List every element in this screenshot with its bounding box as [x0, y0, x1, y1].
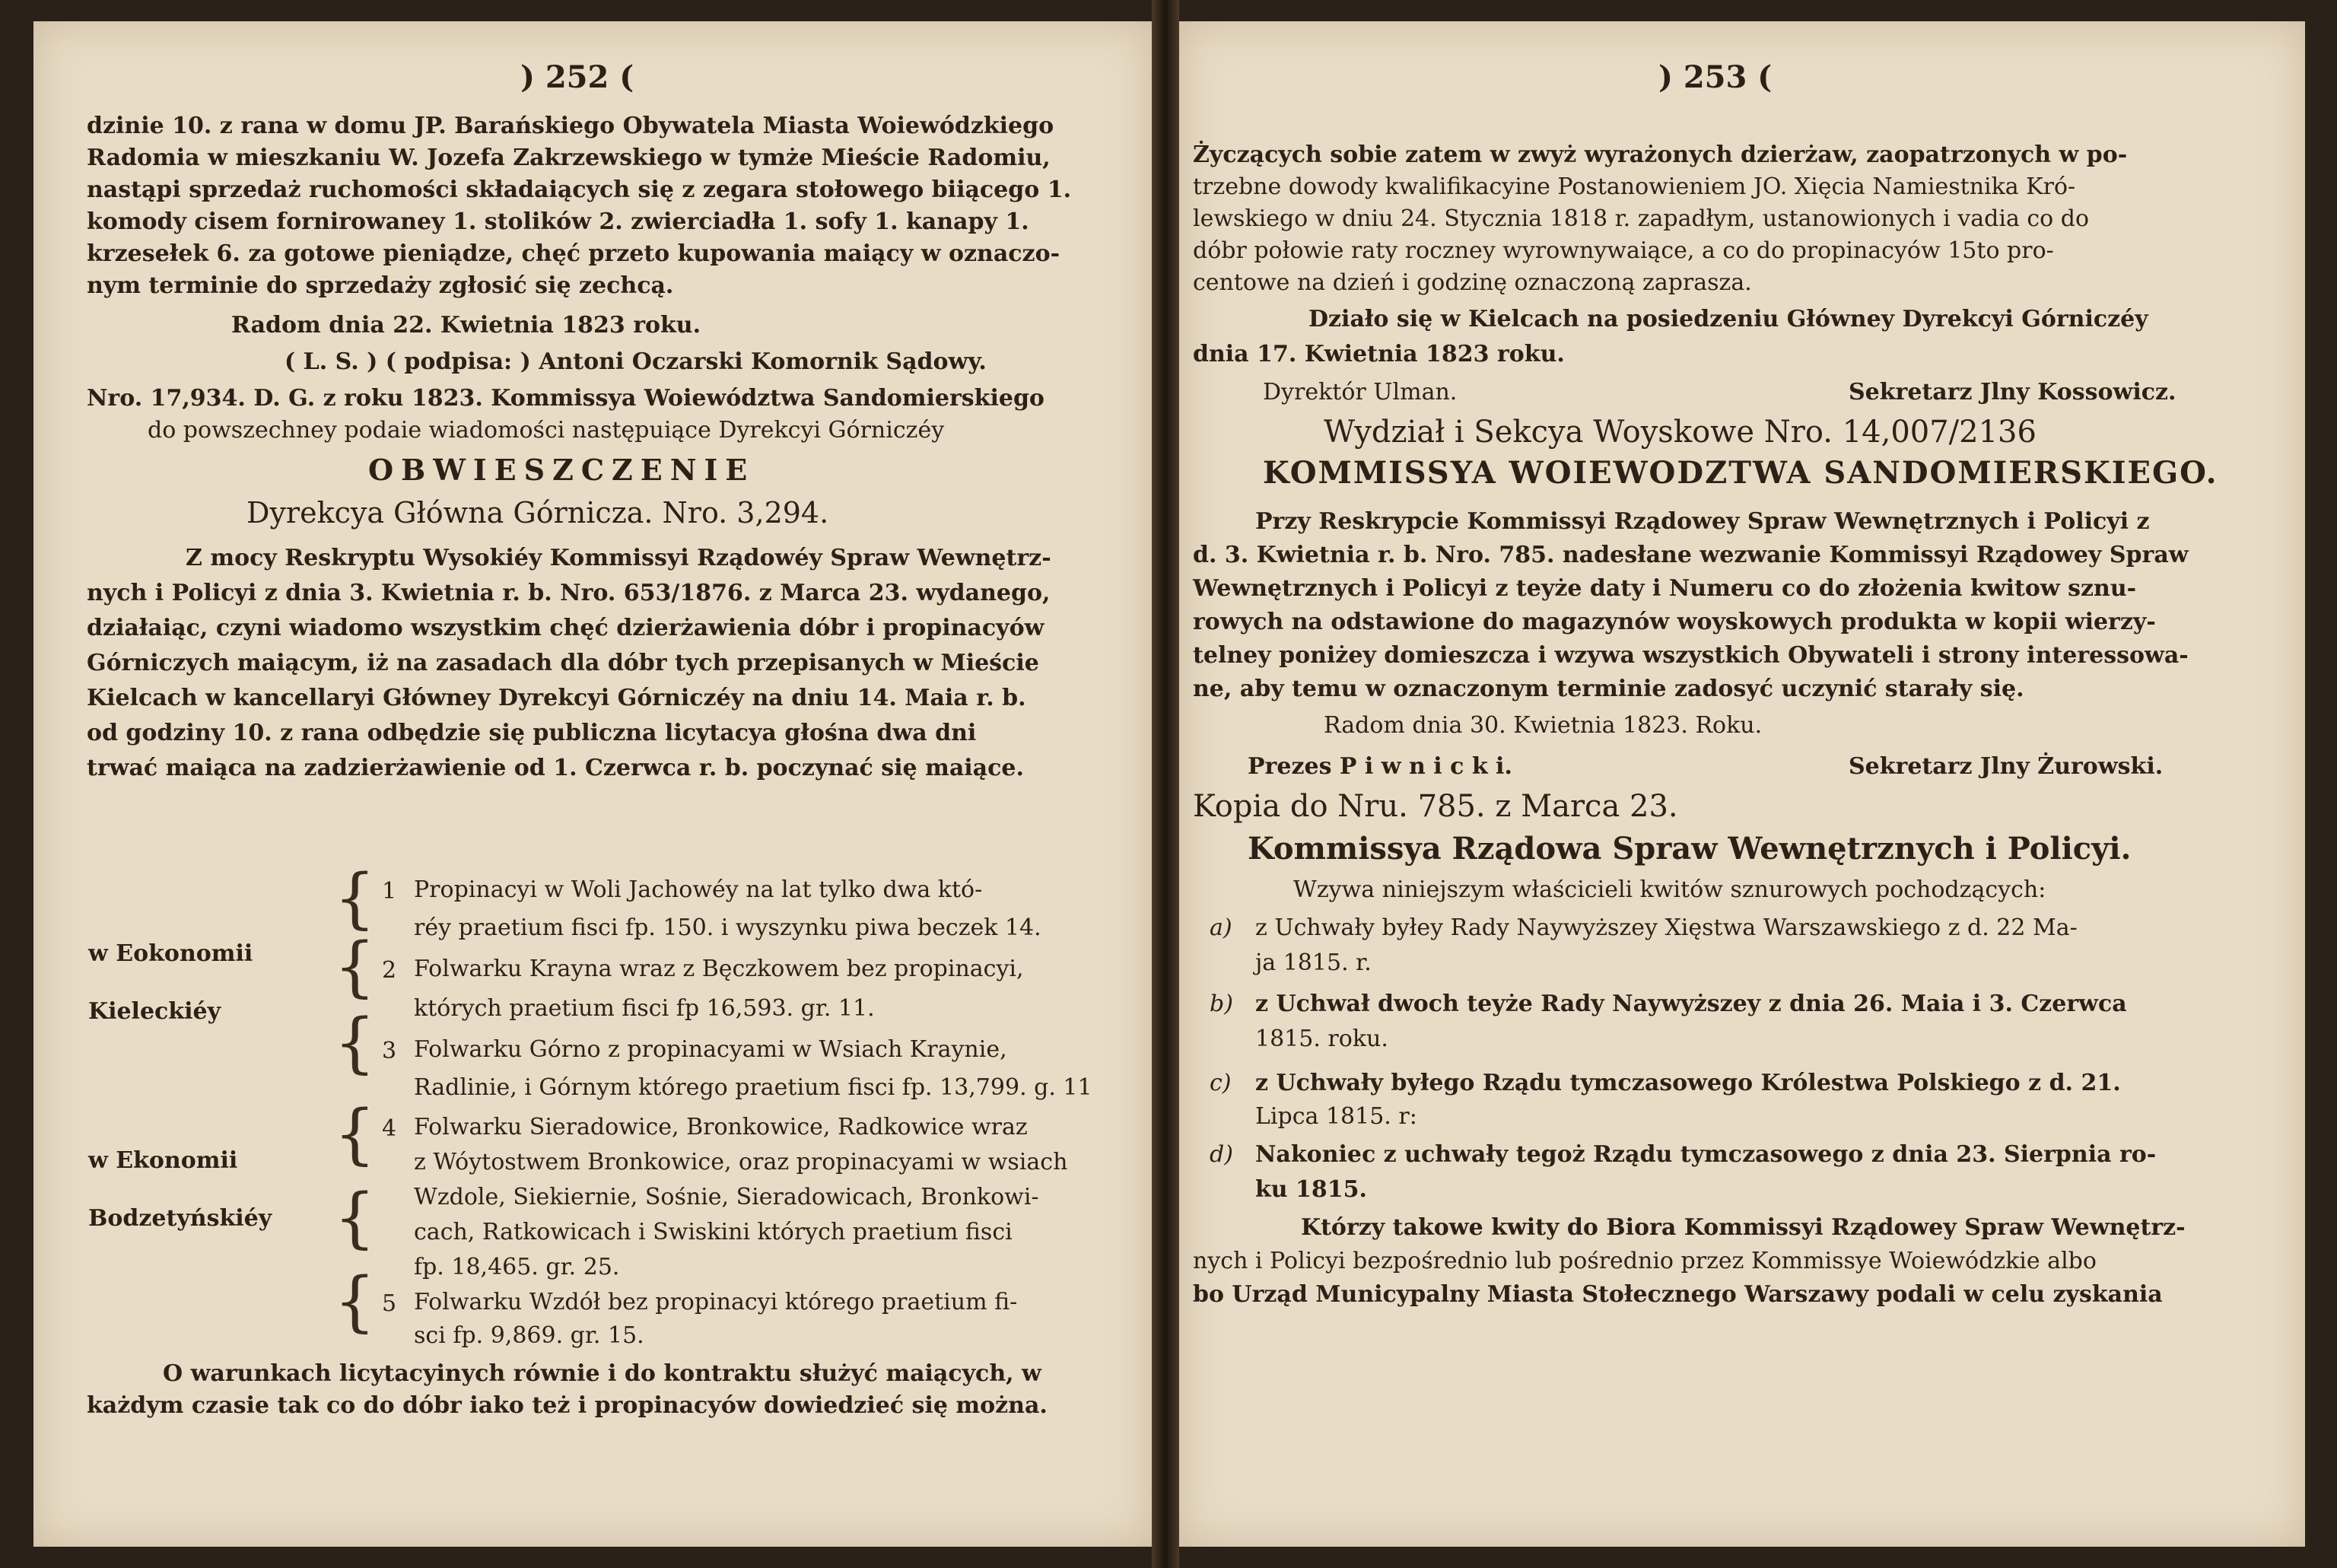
text-line: telney poniżey domieszcza i wzywa wszystkich Obywateli i strony interessowa- — [1193, 642, 2189, 669]
date-line: dnia 17. Kwietnia 1823 roku. — [1193, 341, 1565, 367]
item-line: z Uchwały byłego Rządu tymczasowego Królestwa Polskiego z d. 21. — [1255, 1070, 2121, 1096]
text-line: nych i Policyi z dnia 3. Kwietnia r. b. Nro. 653/1876. z Marca 23. wydanego, — [87, 580, 1051, 606]
text-line: Życzących sobie zatem w zwyż wyrażonych dzierżaw, zaopatrzonych w po- — [1193, 142, 2128, 168]
brace-mark: { — [334, 860, 376, 937]
text-line: trzebne dowody kwalifikacyine Postanowieniem JO. Xięcia Namiestnika Kró- — [1193, 173, 2076, 200]
item-line: ku 1815. — [1255, 1176, 1367, 1203]
item-line: sci fp. 9,869. gr. 15. — [414, 1322, 644, 1349]
item-number: 4 — [382, 1115, 397, 1142]
economy-label: Bodzetyńskiéy — [88, 1205, 272, 1232]
item-line: Folwarku Krayna wraz z Bęczkowem bez propinacyi, — [414, 956, 1024, 982]
text-line: Wewnętrznych i Policyi z teyże daty i Numeru co do złożenia kwitow sznu- — [1193, 575, 2137, 602]
brace-mark: { — [334, 1180, 376, 1256]
text-line: trwać maiąca na zadzierżawienie od 1. Czerwca r. b. poczynać się maiące. — [87, 755, 1024, 781]
text-line: Górniczych maiącym, iż na zasadach dla dóbr tych przepisanych w Mieście — [87, 650, 1039, 676]
text-line: centowe na dzień i godzinę oznaczoną zaprasza. — [1193, 269, 1752, 296]
item-line: fp. 18,465. gr. 25. — [414, 1254, 620, 1280]
text-line: Z mocy Reskryptu Wysokiéy Kommissyi Rządowéy Spraw Wewnętrz- — [186, 545, 1051, 571]
text-line: bo Urząd Municypalny Miasta Stołecznego Warszawy podali w celu zyskania — [1193, 1281, 2163, 1308]
item-number: 3 — [382, 1038, 397, 1064]
commission-heading: KOMMISSYA WOIEWODZTWA SANDOMIERSKIEGO. — [1263, 455, 2218, 491]
brace-mark: { — [334, 1096, 376, 1172]
item-mark: a) — [1210, 914, 1232, 941]
item-line: Propinacyi w Woli Jachowéy na lat tylko dwa któ- — [414, 876, 983, 903]
item-line: Folwarku Wzdół bez propinacyi którego praetium fi- — [414, 1289, 1018, 1315]
text-line: do powszechney podaie wiadomości następuiące Dyrekcyi Górniczéy — [148, 417, 945, 444]
text-line: O warunkach licytacyinych równie i do kontraktu służyć maiących, w — [163, 1360, 1041, 1387]
item-line: réy praetium fisci fp. 150. i wyszynku piwa beczek 14. — [414, 914, 1041, 941]
text-line: Nro. 17,934. D. G. z roku 1823. Kommissya Woiewództwa Sandomierskiego — [87, 385, 1044, 412]
item-line: ja 1815. r. — [1255, 949, 1372, 976]
text-line: Którzy takowe kwity do Biora Kommissyi Rządowey Spraw Wewnętrz- — [1301, 1214, 2186, 1241]
text-line: Przy Reskrypcie Kommissyi Rządowey Spraw Wewnętrznych i Policyi z — [1255, 508, 2150, 535]
copy-subtitle: Kommissya Rządowa Spraw Wewnętrznych i Policyi. — [1248, 831, 2132, 867]
page-number: ) 253 ( — [1658, 59, 1773, 95]
item-line: 1815. roku. — [1255, 1026, 1388, 1052]
text-line: każdym czasie tak co do dóbr iako też i propinacyów dowiedzieć się można. — [87, 1392, 1048, 1419]
economy-label: Kieleckiéy — [88, 998, 221, 1025]
directorate-heading: Dyrekcya Główna Górnicza. Nro. 3,294. — [246, 496, 829, 530]
economy-label: w Eokonomii — [88, 940, 253, 967]
announcement-heading: OBWIESZCZENIE — [368, 453, 755, 487]
text-line: Działo się w Kielcach na posiedzeniu Główney Dyrekcyi Górniczéy — [1308, 306, 2148, 332]
text-line: Radomia w mieszkaniu W. Jozefa Zakrzewskiego w tymże Mieście Radomiu, — [87, 145, 1051, 171]
department-heading: Wydział i Sekcya Woyskowe Nro. 14,007/2136 — [1324, 415, 2037, 450]
text-line: od godziny 10. z rana odbędzie się publiczna licytacya głośna dwa dni — [87, 720, 977, 746]
copy-title: Kopia do Nru. 785. z Marca 23. — [1193, 789, 1678, 824]
text-line: d. 3. Kwietnia r. b. Nro. 785. nadesłane wezwanie Kommissyi Rządowey Spraw — [1193, 542, 2189, 568]
text-line: dzinie 10. z rana w domu JP. Barańskiego Obywatela Miasta Woiewódzkiego — [87, 113, 1054, 139]
item-mark: d) — [1210, 1141, 1233, 1168]
item-number: 2 — [382, 957, 397, 984]
item-line: Folwarku Górno z propinacyami w Wsiach Kraynie, — [414, 1036, 1007, 1063]
signature-secretary: Sekretarz Jlny Kossowicz. — [1849, 379, 2176, 406]
text-line: nych i Policyi bezpośrednio lub pośrednio przez Kommissye Woiewódzkie albo — [1193, 1248, 2097, 1274]
date-line: Radom dnia 30. Kwietnia 1823. Roku. — [1324, 712, 1763, 739]
brace-mark: { — [334, 1264, 376, 1340]
text-line: dóbr połowie raty roczney wyrownywaiące, a co do propinacyów 15to pro- — [1193, 237, 2054, 264]
text-line: lewskiego w dniu 24. Stycznia 1818 r. zapadłym, ustanowionych i vadia co do — [1193, 205, 2090, 232]
item-mark: b) — [1210, 991, 1233, 1017]
item-line: z Uchwały byłey Rady Naywyższey Xięstwa Warszawskiego z d. 22 Ma- — [1255, 914, 2078, 941]
date-line: Radom dnia 22. Kwietnia 1823 roku. — [231, 312, 701, 339]
text-line: komody cisem fornirowaney 1. stolików 2. zwierciadła 1. sofy 1. kanapy 1. — [87, 208, 1029, 235]
text-line: krzesełek 6. za gotowe pieniądze, chęć przeto kupowania maiący w oznaczo- — [87, 240, 1060, 267]
item-line: Radlinie, i Górnym którego praetium fisci fp. 13,799. g. 11 — [414, 1074, 1092, 1101]
signature-director: Dyrektór Ulman. — [1263, 379, 1458, 406]
item-line: z Uchwał dwoch teyże Rady Naywyższey z dnia 26. Maia i 3. Czerwca — [1255, 991, 2127, 1017]
text-line: rowych na odstawione do magazynów woyskowych produkta w kopii wierzy- — [1193, 609, 2156, 635]
item-line: cach, Ratkowicach i Swiskini których praetium fisci — [414, 1219, 1013, 1245]
item-line: których praetium fisci fp 16,593. gr. 11. — [414, 995, 875, 1022]
item-line: Folwarku Sieradowice, Bronkowice, Radkowice wraz — [414, 1114, 1028, 1140]
item-line: z Wóytostwem Bronkowice, oraz propinacyami w wsiach — [414, 1149, 1068, 1175]
text-line: działaiąc, czyni wiadomo wszystkim chęć dzierżawienia dóbr i propinacyów — [87, 615, 1044, 641]
item-line: Wzdole, Siekiernie, Sośnie, Sieradowicach, Bronkowi- — [414, 1184, 1039, 1210]
left-page — [33, 21, 1152, 1547]
text-line: ne, aby temu w oznaczonym terminie zadosyć uczynić starały się. — [1193, 676, 2024, 702]
item-mark: c) — [1210, 1070, 1232, 1096]
right-page — [1179, 21, 2305, 1547]
text-line: Wzywa niniejszym właścicieli kwitów sznurowych pochodzących: — [1293, 876, 2046, 903]
economy-label: w Ekonomii — [88, 1147, 238, 1174]
page-number: ) 252 ( — [520, 59, 634, 95]
text-line: nastąpi sprzedaż ruchomości składaiących się z zegara stołowego biiącego 1. — [87, 177, 1072, 203]
signature-president: Prezes P i w n i c k i. — [1248, 753, 1512, 780]
brace-mark: { — [334, 929, 376, 1005]
item-line: Lipca 1815. r: — [1255, 1103, 1417, 1130]
item-line: Nakoniec z uchwały tegoż Rządu tymczasowego z dnia 23. Sierpnia ro- — [1255, 1141, 2157, 1168]
item-number: 5 — [382, 1290, 397, 1317]
text-line: Kielcach w kancellaryi Główney Dyrekcyi Górniczéy na dniu 14. Maia r. b. — [87, 685, 1026, 711]
brace-mark: { — [334, 1005, 376, 1081]
item-number: 1 — [382, 878, 397, 905]
book-spine — [1152, 0, 1179, 1568]
signature-secretary: Sekretarz Jlny Żurowski. — [1849, 753, 2164, 780]
text-line: nym terminie do sprzedaży zgłosić się zechcą. — [87, 272, 674, 299]
signature-line: ( L. S. ) ( podpisa: ) Antoni Oczarski Komornik Sądowy. — [285, 348, 987, 375]
